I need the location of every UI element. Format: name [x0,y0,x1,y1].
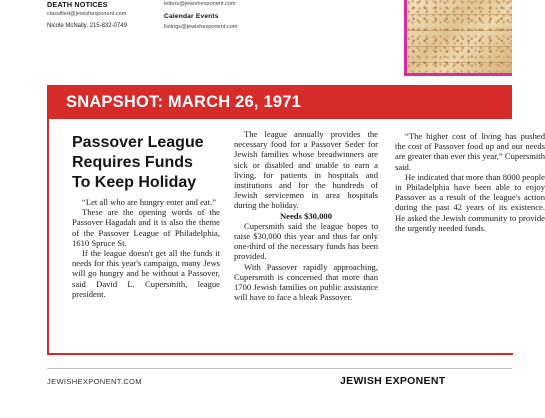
col2-paragraph: With Passover rapidly approaching, Cupersmith is concerned that more than 1700 Jewish families on public assistance will have to face a bleak Passover. [234,261,378,303]
col1-paragraph: If the league doesn't get all the funds it needs for this year's campaign, many Jews will go hungry and be without a Passover, said David L. Cupersmith, league president. [72,248,220,299]
col1-paragraph: These are the opening words of the Passover Hagadah and it is also the theme of the Passover League of Philadelphia, 1610 Spruce St. [72,207,220,248]
footer-divider [47,368,512,369]
contact-name: Nicole McNally, 215-832-0749 [47,23,127,29]
footer-publication-name: JEWISH EXPONENT [340,375,446,387]
article-column-3 [395,131,545,233]
article-column-2 [234,129,378,302]
snapshot-title: SNAPSHOT: MARCH 26, 1971 [66,93,301,111]
headline-line-2: Requires Funds [72,154,193,171]
footer-site-link[interactable]: JEWISHEXPONENT.COM [47,377,142,386]
death-notices-label: DEATH NOTICES [47,0,108,9]
col3-paragraph: He indicated that more than 8000 people in Philadelphia have been able to enjoy Passover as a result of the league's action during the past 42 years of its existence. He asked the Jewish community to provide the urgently needed funds. [395,171,545,233]
col2-subhead: Needs $30,000 [279,210,333,221]
headline-line-3: To Keep Holiday [72,174,197,191]
col2-paragraph: The league annually provides the necessary food for a Passover Seder for Jewish families whose breadwinners are sick or disabled and unable to earn a living, for patients in hospitals and institutions and for the hundreds of Jewish servicemen in area hospitals during the holiday. [234,129,378,211]
matzah-photo [404,0,512,76]
article-column-1 [72,133,220,299]
headline-line-1: Passover League [72,134,204,151]
classified-email[interactable]: classified@jewishexponent.com [47,11,127,17]
col1-paragraph: “Let all who are hungry enter and eat.” [82,197,217,207]
letters-email[interactable]: letters@jewishexponent.com [164,1,236,7]
col3-paragraph: “The higher cost of living has pushed the cost of Passover food up and our needs are greater than ever this year,” Cupersmith said. [395,131,545,172]
listings-email[interactable]: listings@jewishexponent.com [164,24,238,30]
news-clipping [62,125,545,345]
col2-paragraph: Cupersmith said the league hopes to raise $30,000 this year and thus far only one-third of the necessary funds has been provided. [234,220,378,262]
calendar-events-label: Calendar Events [164,13,219,20]
